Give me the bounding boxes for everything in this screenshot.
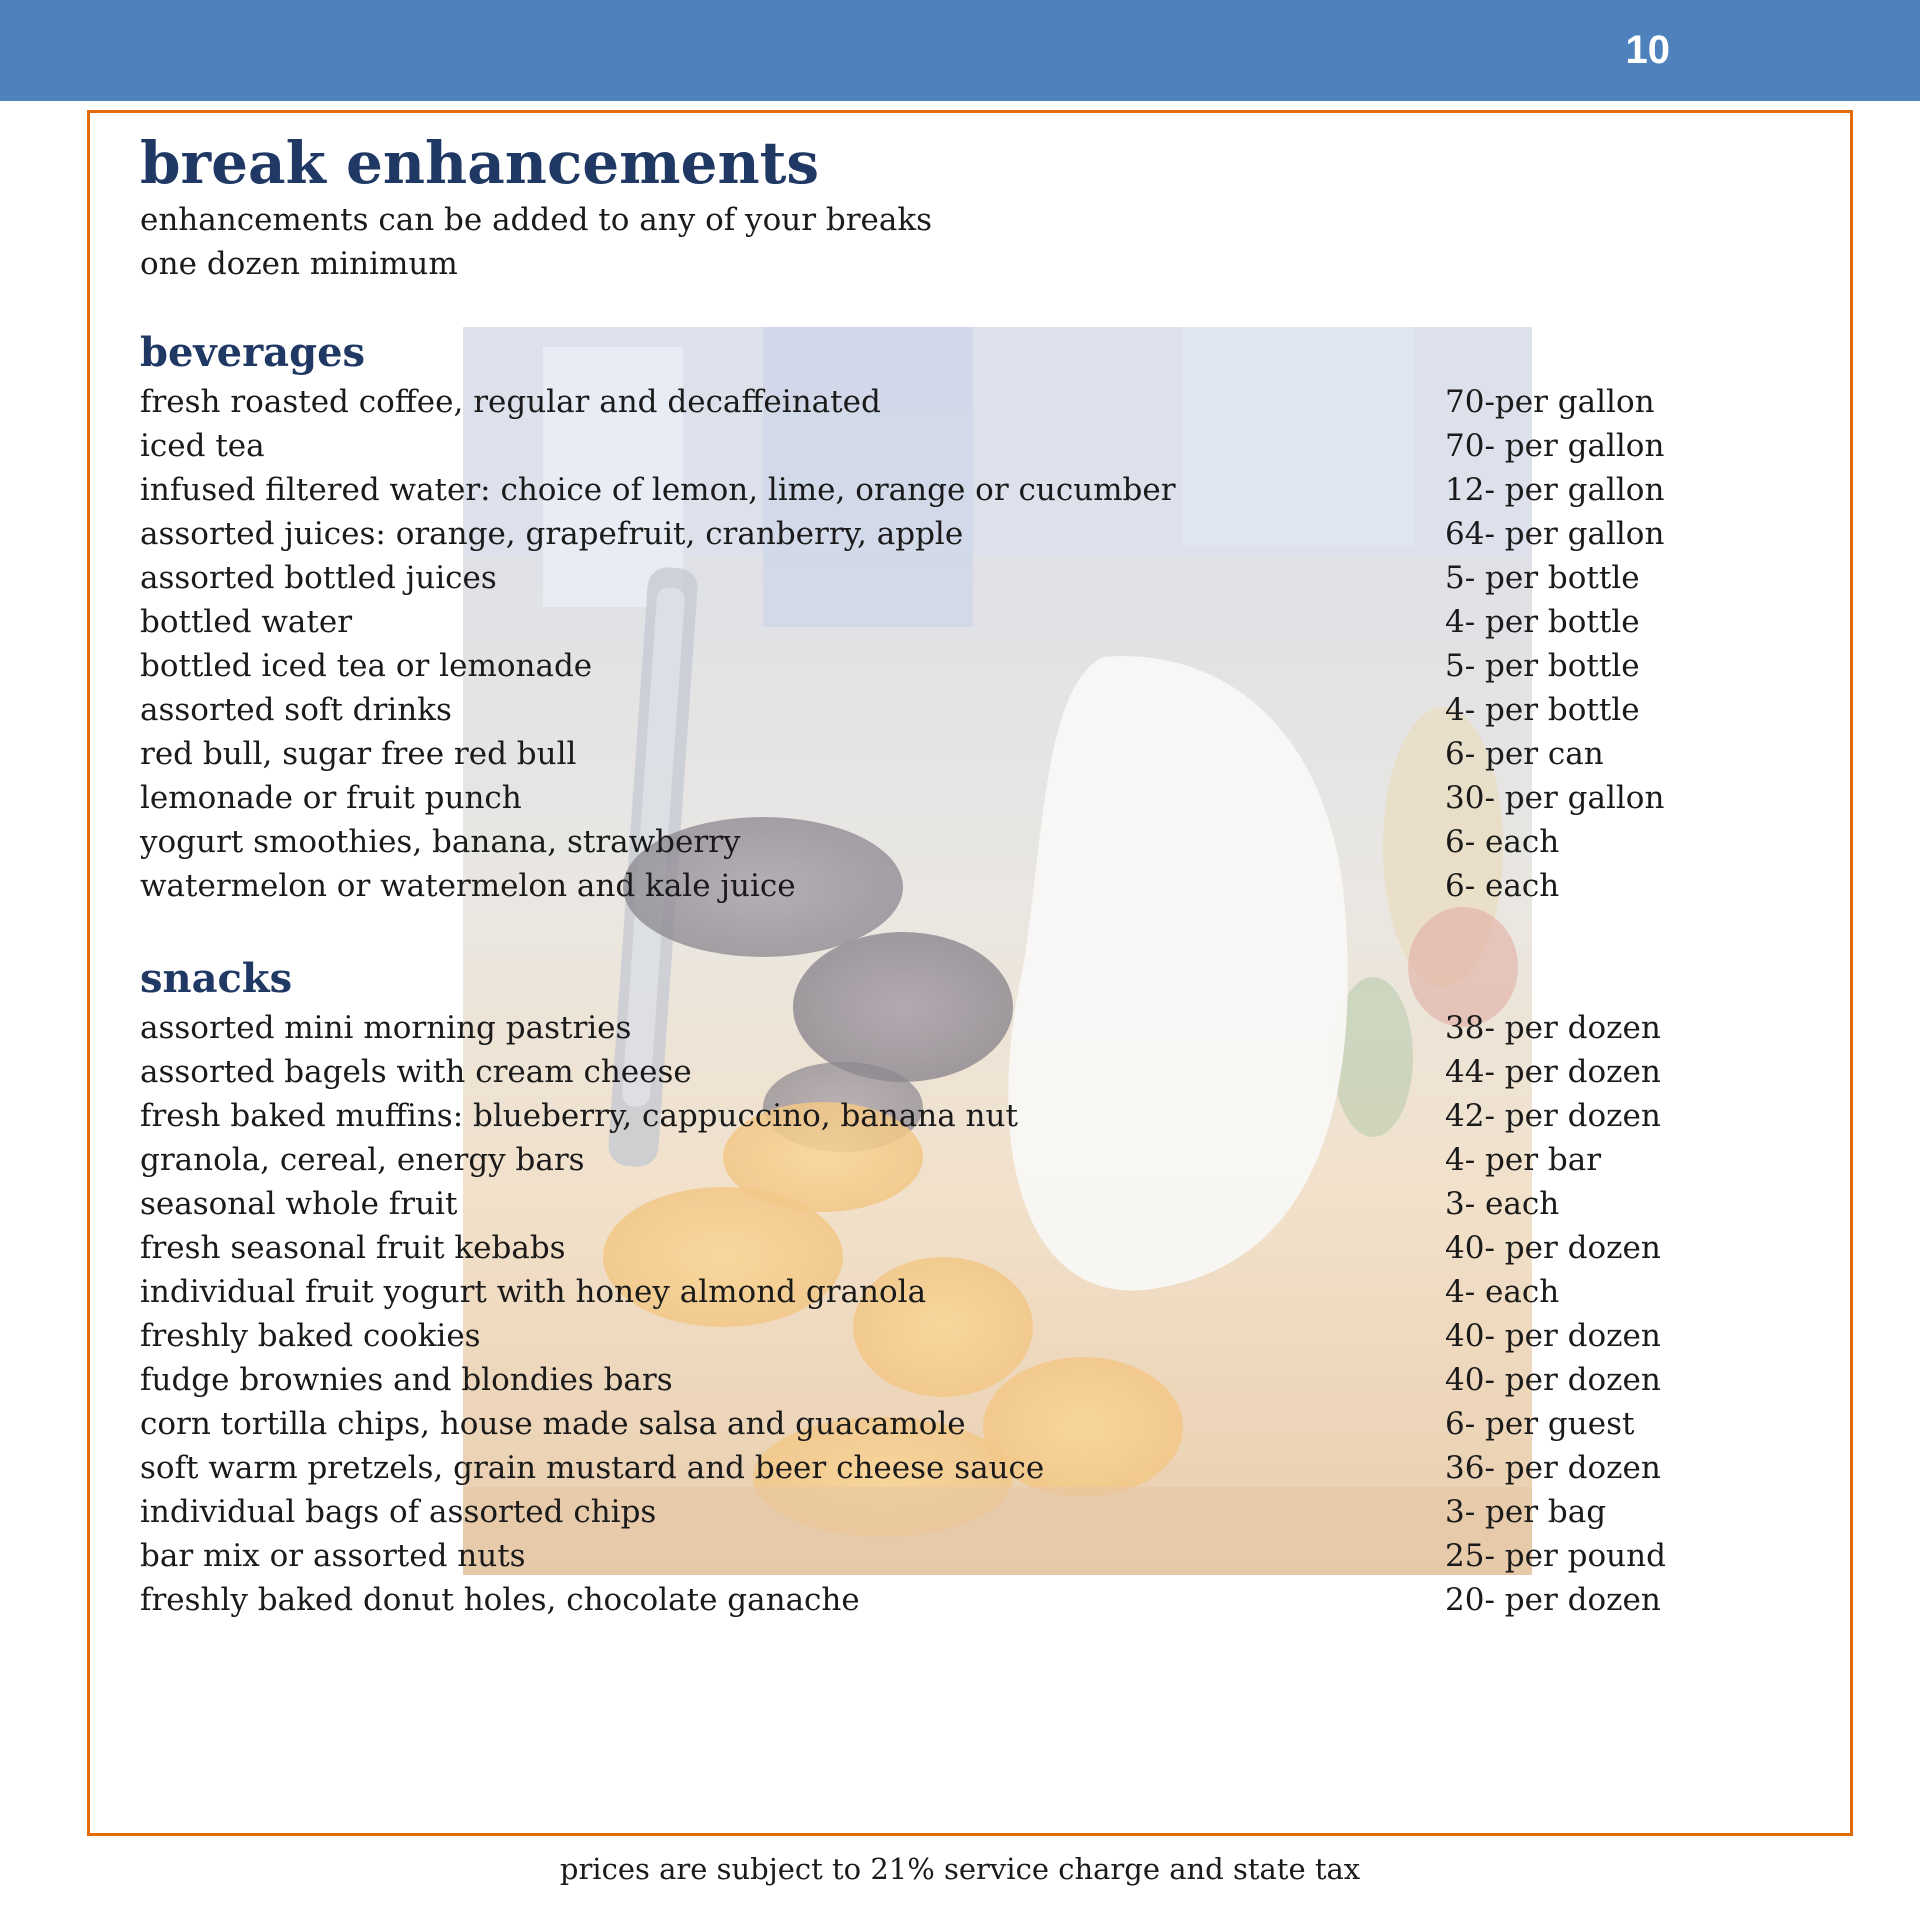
item-price: 42- per dozen: [1445, 1098, 1661, 1134]
item-price: 70-per gallon: [1445, 384, 1655, 420]
menu-item: [140, 1138, 1680, 1182]
item-name: assorted soft drinks: [140, 692, 452, 728]
item-price: 3- each: [1445, 1186, 1560, 1222]
menu-item: [140, 1050, 1680, 1094]
section-heading: beverages: [140, 329, 366, 376]
item-price: 6- per can: [1445, 736, 1604, 772]
header-bar: [0, 0, 1920, 101]
item-price: 6- each: [1445, 824, 1560, 860]
item-price: 40- per dozen: [1445, 1362, 1661, 1398]
item-list: [140, 380, 1680, 908]
item-price: 38- per dozen: [1445, 1010, 1661, 1046]
menu-item: [140, 1094, 1680, 1138]
item-price: 64- per gallon: [1445, 516, 1665, 552]
footer-note: prices are subject to 21% service charge and state tax: [559, 1852, 1361, 1886]
item-name: fresh seasonal fruit kebabs: [140, 1230, 566, 1266]
item-name: red bull, sugar free red bull: [140, 736, 577, 772]
item-price: 4- per bottle: [1445, 692, 1640, 728]
item-name: yogurt smoothies, banana, strawberry: [140, 824, 741, 860]
item-name: fresh roasted coffee, regular and decaffeinated: [140, 384, 881, 420]
item-name: iced tea: [140, 428, 265, 464]
menu-item: [140, 512, 1680, 556]
menu-item: [140, 1534, 1680, 1578]
subtitle-line: one dozen minimum: [140, 246, 458, 282]
item-price: 4- each: [1445, 1274, 1560, 1310]
menu-item: [140, 688, 1680, 732]
item-price: 3- per bag: [1445, 1494, 1607, 1530]
item-name: individual fruit yogurt with honey almond granola: [140, 1274, 927, 1310]
item-name: individual bags of assorted chips: [140, 1494, 657, 1530]
item-price: 5- per bottle: [1445, 648, 1640, 684]
item-name: assorted juices: orange, grapefruit, cranberry, apple: [140, 516, 964, 552]
item-name: infused filtered water: choice of lemon, lime, orange or cucumber: [140, 472, 1176, 508]
item-price: 36- per dozen: [1445, 1450, 1661, 1486]
item-name: granola, cereal, energy bars: [140, 1142, 585, 1178]
item-price: 12- per gallon: [1445, 472, 1665, 508]
item-price: 40- per dozen: [1445, 1318, 1661, 1354]
item-name: lemonade or fruit punch: [140, 780, 522, 816]
item-name: bottled water: [140, 604, 353, 640]
item-price: 40- per dozen: [1445, 1230, 1661, 1266]
item-price: 30- per gallon: [1445, 780, 1665, 816]
item-price: 25- per pound: [1445, 1538, 1666, 1574]
item-price: 70- per gallon: [1445, 428, 1665, 464]
menu-item: [140, 1358, 1680, 1402]
menu-item: [140, 644, 1680, 688]
menu-item: [140, 380, 1680, 424]
menu-item: [140, 1182, 1680, 1226]
item-name: bar mix or assorted nuts: [140, 1538, 526, 1574]
menu-item: [140, 600, 1680, 644]
menu-item: [140, 468, 1680, 512]
menu-item: [140, 732, 1680, 776]
item-name: assorted bagels with cream cheese: [140, 1054, 692, 1090]
item-name: freshly baked cookies: [140, 1318, 481, 1354]
menu-item: [140, 1446, 1680, 1490]
menu-item: [140, 820, 1680, 864]
item-price: 5- per bottle: [1445, 560, 1640, 596]
section-heading: snacks: [140, 955, 293, 1002]
menu-item: [140, 1314, 1680, 1358]
item-price: 4- per bar: [1445, 1142, 1602, 1178]
menu-item: [140, 1006, 1680, 1050]
menu-item: [140, 1270, 1680, 1314]
menu-item: [140, 1226, 1680, 1270]
item-price: 20- per dozen: [1445, 1582, 1661, 1618]
item-name: watermelon or watermelon and kale juice: [140, 868, 796, 904]
menu-item: [140, 1402, 1680, 1446]
item-name: assorted mini morning pastries: [140, 1010, 632, 1046]
item-name: fresh baked muffins: blueberry, cappuccino, banana nut: [140, 1098, 1018, 1134]
menu-item: [140, 556, 1680, 600]
menu-item: [140, 1490, 1680, 1534]
item-name: bottled iced tea or lemonade: [140, 648, 593, 684]
menu-item: [140, 424, 1680, 468]
page-number: 10: [1625, 28, 1670, 72]
menu-item: [140, 1578, 1680, 1622]
item-price: 6- per guest: [1445, 1406, 1635, 1442]
item-price: 6- each: [1445, 868, 1560, 904]
menu-item: [140, 776, 1680, 820]
item-name: corn tortilla chips, house made salsa and guacamole: [140, 1406, 966, 1442]
menu-content: [140, 128, 1680, 1622]
beverages-section: [140, 328, 1680, 908]
item-name: fudge brownies and blondies bars: [140, 1362, 673, 1398]
snacks-section: [140, 954, 1680, 1622]
item-price: 4- per bottle: [1445, 604, 1640, 640]
item-list: [140, 1006, 1680, 1622]
item-name: seasonal whole fruit: [140, 1186, 458, 1222]
item-name: freshly baked donut holes, chocolate ganache: [140, 1582, 860, 1618]
page-title: break enhancements: [140, 129, 820, 197]
item-name: soft warm pretzels, grain mustard and beer cheese sauce: [140, 1450, 1045, 1486]
item-price: 44- per dozen: [1445, 1054, 1661, 1090]
item-name: assorted bottled juices: [140, 560, 497, 596]
subtitle-line: enhancements can be added to any of your breaks: [140, 202, 933, 238]
menu-item: [140, 864, 1680, 908]
